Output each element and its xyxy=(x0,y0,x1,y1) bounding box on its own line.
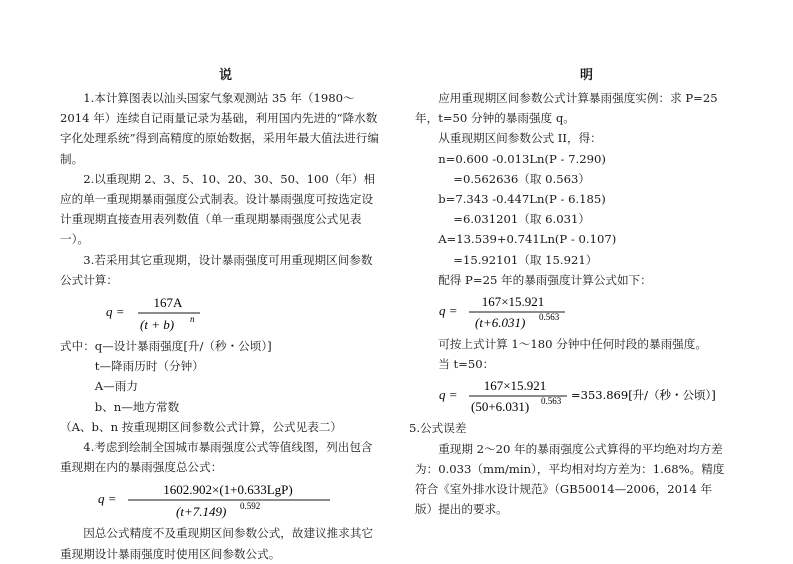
heading-left: 说 xyxy=(219,68,233,83)
param-b-line-1: b=7.343 -0.447Ln(P - 6.185) xyxy=(438,192,606,207)
right-paragraph-4: 可按上式计算 1～180 分钟中任何时段的暴雨强度。 xyxy=(438,337,707,352)
formula-numerator: 167×15.921 xyxy=(481,294,545,310)
formula-denominator: (t+6.031) xyxy=(475,315,526,331)
right-paragraph-3: 配得 P=25 年的暴雨强度计算公式如下： xyxy=(438,272,652,287)
formula-lhs: q = xyxy=(106,304,125,320)
formula-numerator: 1602.902×(1+0.633LgP) xyxy=(163,482,293,498)
formula-numerator: 167×15.921 xyxy=(483,378,547,394)
param-n-line-1: n=0.600 -0.013Ln(P - 7.290) xyxy=(438,151,606,166)
definition-a: A—雨力 xyxy=(94,379,138,394)
formula-numerator: 167A xyxy=(153,295,183,311)
formula-q-general xyxy=(104,292,234,334)
right-paragraph-1: 应用重现期区间参数公式计算暴雨强度实例：求 P=25 年，t=50 分钟的暴雨强度 q。 xyxy=(415,91,718,126)
formula-result: =353.869[升/（秒・公顷）] xyxy=(571,388,716,403)
left-paragraph-4: 4.考虑到绘制全国城市暴雨强度公式等值线图，列出包含重现期在内的暴雨强度总公式： xyxy=(60,440,373,475)
formula-denominator: (50+6.031) xyxy=(471,399,530,415)
formula-lhs: q = xyxy=(439,387,458,403)
right-paragraph-6: 重现期 2～20 年的暴雨强度公式算得的平均绝对均方差为：0.033（mm/min），平均相对均方差为：1.68%。精度符合《室外排水设计规范》（GB50014—2006，2014 年版）提出的要求。 xyxy=(415,441,725,517)
left-paragraph-2: 2.以重现期 2、3、5、10、20、30、50、100（年）相应的单一重现期暴雨强度公式制表。设计暴雨强度可按选定设计重现期直接查用表列数值（单一重现期暴雨强度公式见表一）。 xyxy=(60,171,376,247)
param-a-line-2: =15.92101（取 15.921） xyxy=(453,252,598,267)
formula-exponent: 0.563 xyxy=(539,312,560,323)
formula-denominator: (t+7.149) xyxy=(176,504,227,520)
param-n-line-2: =0.562636（取 0.563） xyxy=(453,171,590,186)
formula-exponent: n xyxy=(190,314,195,325)
formula-exponent: 0.592 xyxy=(240,501,261,512)
right-paragraph-2: 从重现期区间参数公式 II，得： xyxy=(438,131,602,146)
heading-right: 明 xyxy=(580,68,594,83)
formula-q-t50 xyxy=(439,376,739,416)
param-b-line-2: =6.031201（取 6.031） xyxy=(453,212,590,227)
left-paragraph-5: 因总公式精度不及重现期区间参数公式，故建议推求其它重现期设计暴雨强度时使用区间参数公式。 xyxy=(60,526,374,561)
definition-intro: 式中：q—设计暴雨强度[升/（秒・公顷）] xyxy=(60,339,272,354)
definition-t: t—降雨历时（分钟） xyxy=(94,359,204,374)
formula-lhs: q = xyxy=(98,491,117,507)
left-paragraph-1: 1.本计算图表以汕头国家气象观测站 35 年（1980～2014 年）连续自记雨量记录为基础，利用国内先进的“降水数字化处理系统”得到高精度的原始数据，采用年最大值法进行编制。 xyxy=(60,91,379,166)
right-column xyxy=(409,88,727,519)
definition-note: （A、b、n 按重现期区间参数公式计算，公式见表二） xyxy=(60,419,343,434)
formula-q-total xyxy=(98,479,358,521)
formula-q-p25 xyxy=(439,292,609,332)
section-5-heading: 5.公式误差 xyxy=(409,421,467,436)
formula-exponent: 0.563 xyxy=(541,396,562,407)
param-a-line-1: A=13.539+0.741Ln(P - 0.107) xyxy=(438,232,617,247)
formula-lhs: q = xyxy=(439,303,458,319)
right-paragraph-5: 当 t=50： xyxy=(438,357,495,372)
left-column xyxy=(60,88,382,564)
formula-denominator: (t + b) xyxy=(140,317,175,333)
left-paragraph-3: 3.若采用其它重现期，设计暴雨强度可用重现期区间参数公式计算： xyxy=(60,252,373,287)
definition-bn: b、n—地方常数 xyxy=(94,399,180,414)
